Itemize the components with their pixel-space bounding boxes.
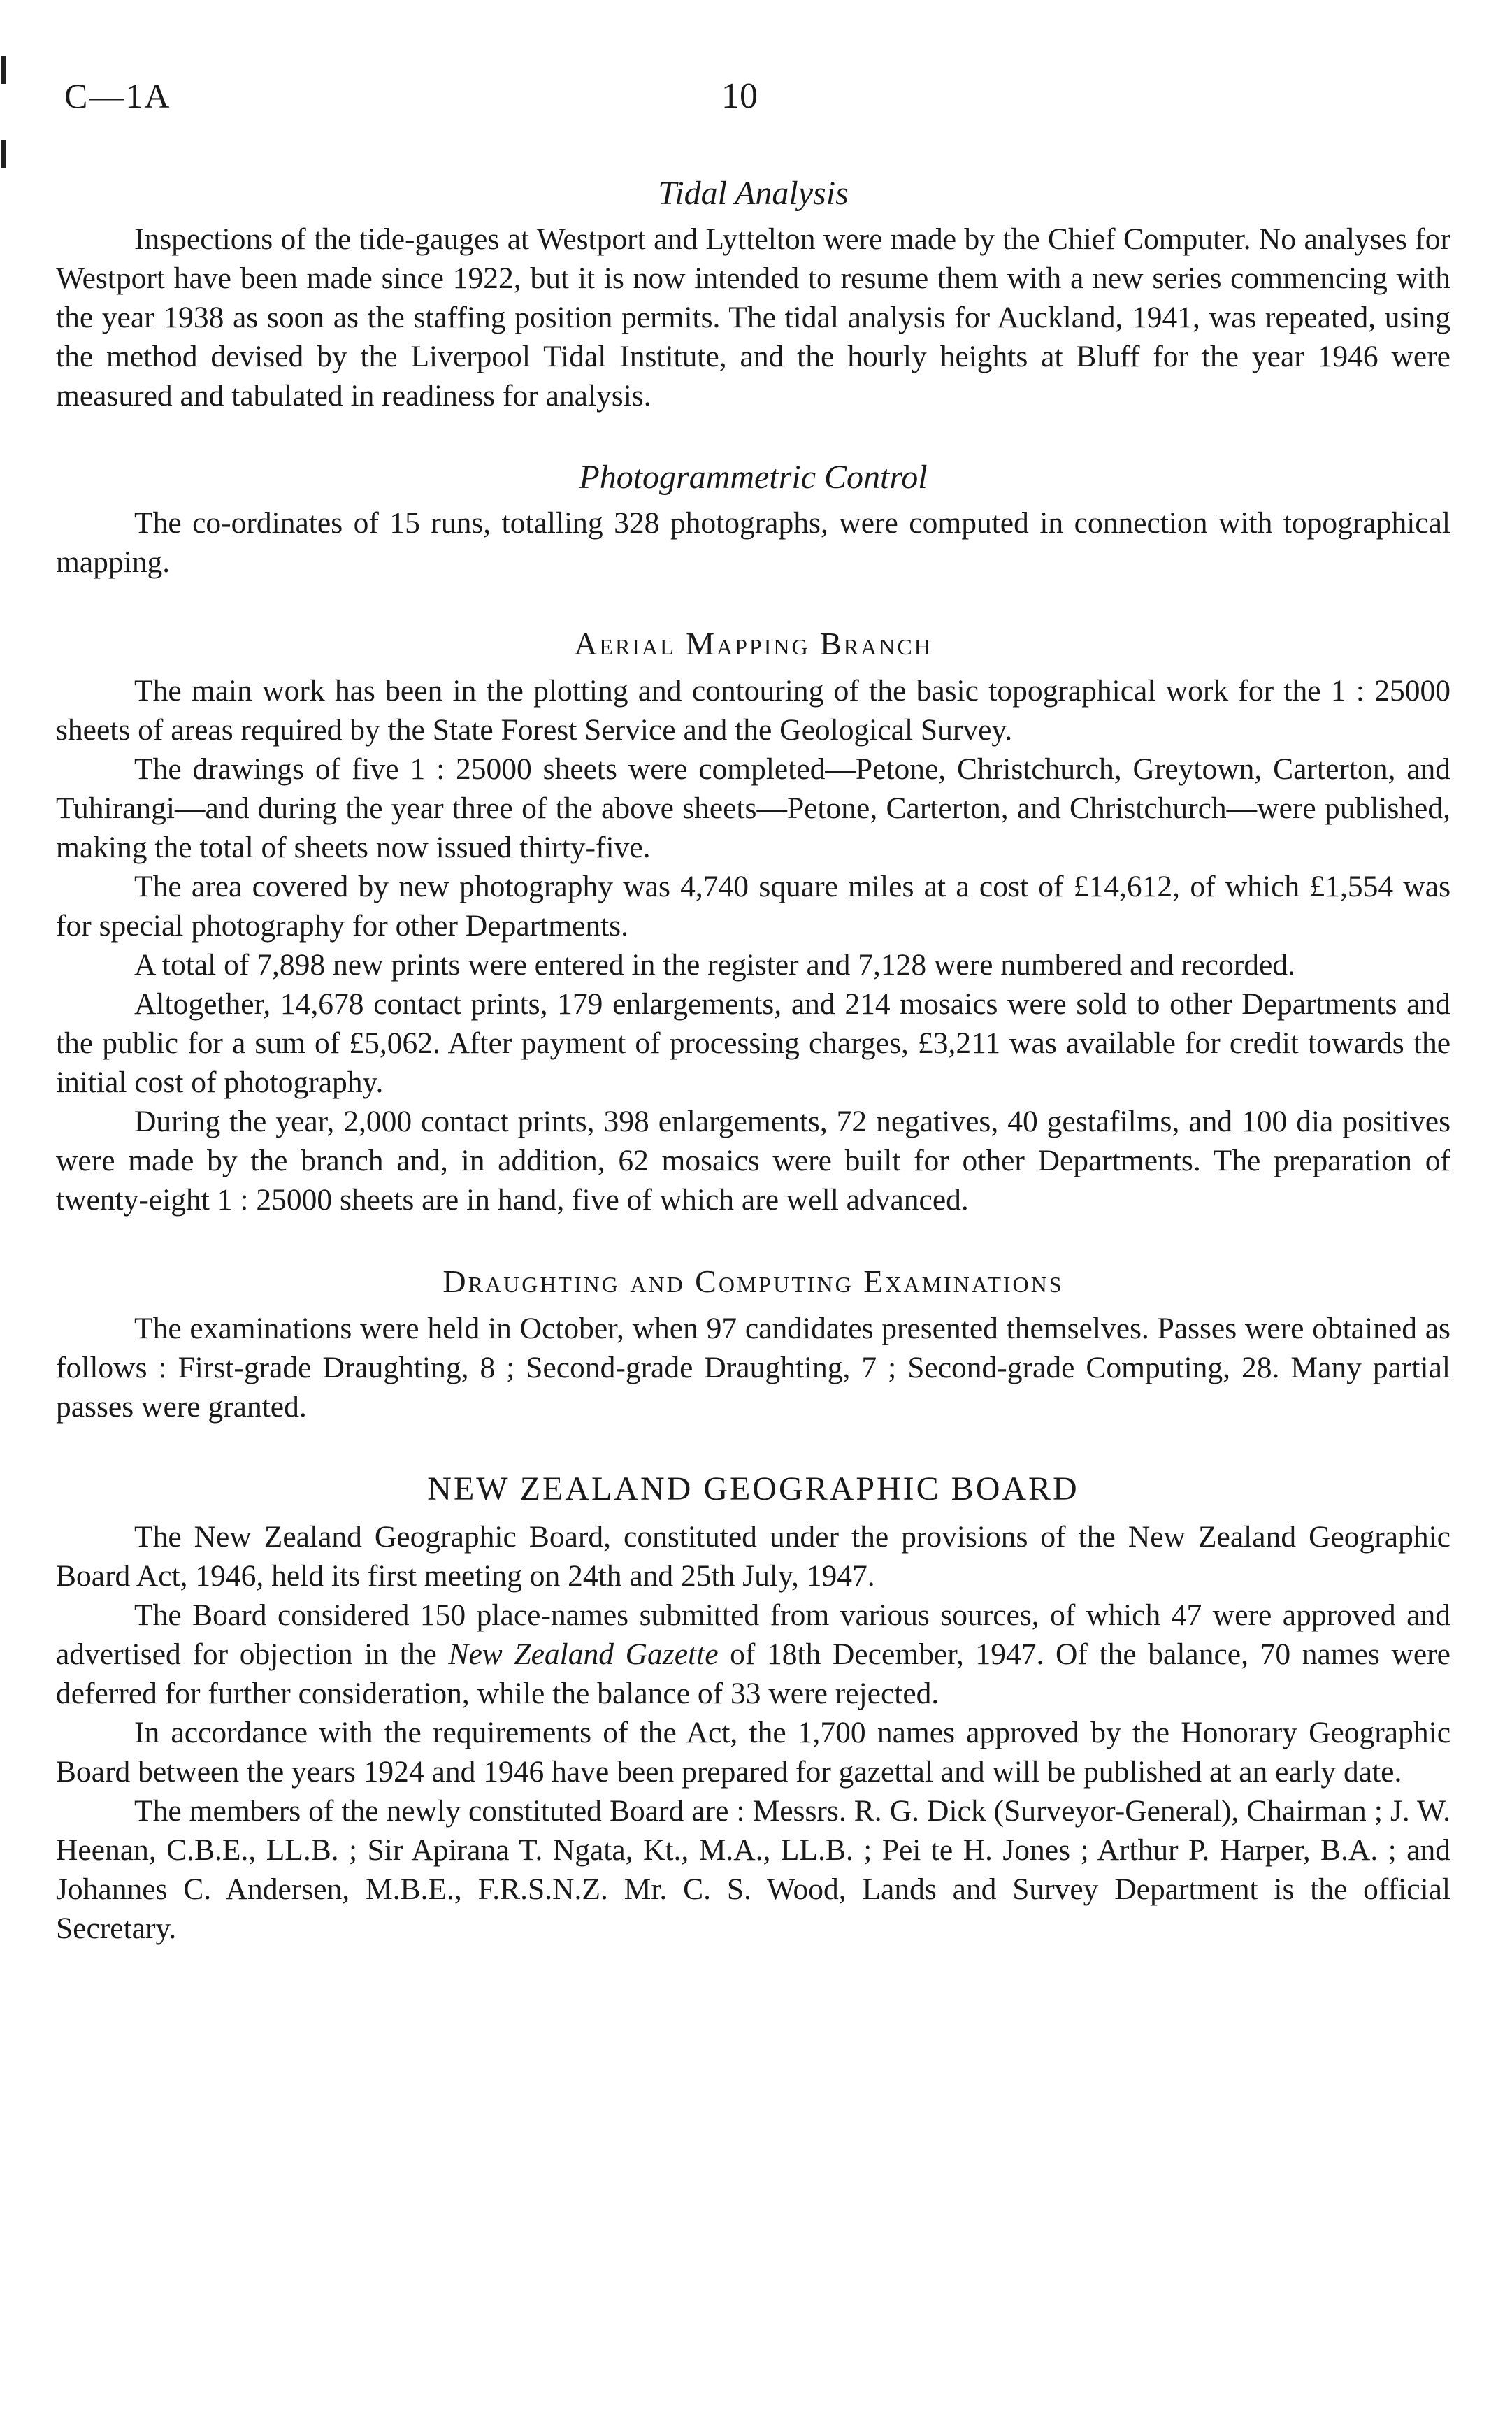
paragraph: The examinations were held in October, when 97 candidates presented themselves. Passes were obtained as follows : First-grade Draughting, 8 ; Second-grade Draughting, 7 ; Second-grade Computing, 28. Many partial passes were granted. xyxy=(56,1312,1450,1424)
section-tidal-analysis xyxy=(56,173,1450,415)
section-aerial-mapping-branch xyxy=(56,624,1450,1219)
document-code xyxy=(64,76,171,116)
gazette-title: New Zealand Gazette xyxy=(448,1638,719,1671)
paragraph: Inspections of the tide-gauges at Westport and Lyttelton were made by the Chief Computer. No analyses for Westport have been made since 1922, but it is now intended to resume them with a new series commencing with the year 1938 as soon as the staffing position permits. The tidal analysis for Auckland, 1941, was repeated, using the method devised by the Liverpool Tidal Institute, and the hourly heights at Bluff for the year 1946 were measured and tabulated in readiness for analysis. xyxy=(56,222,1450,413)
section-heading: Photogrammetric Control xyxy=(579,459,928,496)
document-code-prefix: C—1 xyxy=(64,76,145,115)
paragraph: The area covered by new photography was 4,740 square miles at a cost of £14,612, of which £1,554 was for special photography for other Departments. xyxy=(56,870,1450,943)
document-code-suffix: A xyxy=(144,76,171,115)
paragraph: A total of 7,898 new prints were entered in the register and 7,128 were numbered and recorded. xyxy=(134,948,1295,982)
paragraph-text: The Board considered 150 place-names submitted from various sources, of which 47 were approved and advertised for objection in the xyxy=(56,1598,1450,1671)
paragraph: Altogether, 14,678 contact prints, 179 enlargements, and 214 mosaics were sold to other Departments and the public for a sum of £5,062. After payment of processing charges, £3,211 was available for credit towards the initial cost of photography. xyxy=(56,987,1450,1099)
paragraph: The New Zealand Geographic Board, constituted under the provisions of the New Zealand Geographic Board Act, 1946, held its first meeting on 24th and 25th July, 1947. xyxy=(56,1520,1450,1593)
section-heading: Aerial Mapping Branch xyxy=(574,626,933,661)
paragraph: In accordance with the requirements of the Act, the 1,700 names approved by the Honorary Geographic Board between the years 1924 and 1946 have been prepared for gazettal and will be published at an early date. xyxy=(56,1716,1450,1789)
section-geographic-board xyxy=(56,1468,1450,1948)
page-number: 10 xyxy=(721,76,758,116)
paragraph: The drawings of five 1 : 25000 sheets were completed—Petone, Christchurch, Greytown, Carterton, and Tuhirangi—and during the year three of the above sheets—Petone, Carterton, and Christchurch—were published, making the total of sheets now issued thirty-five. xyxy=(56,752,1450,864)
section-heading: NEW ZEALAND GEOGRAPHIC BOARD xyxy=(427,1470,1079,1507)
text-column xyxy=(56,173,1450,1948)
section-examinations xyxy=(56,1261,1450,1426)
paragraph: The members of the newly constituted Board are : Messrs. R. G. Dick (Surveyor-General), Chairman ; J. W. Heenan, C.B.E., LL.B. ; Sir Apirana T. Ngata, Kt., M.A., LL.B. ; Pei te H. Jones ; Arthur P. Harper, B.A. ; and Johannes C. Andersen, M.B.E., F.R.S.N.Z. Mr. C. S. Wood, Lands and Survey Department is the official Secretary. xyxy=(56,1794,1450,1945)
page-header xyxy=(0,76,1512,131)
paragraph: The co-ordinates of 15 runs, totalling 328 photographs, were computed in connection with topographical mapping. xyxy=(56,506,1450,579)
section-heading: Draughting and Computing Examinations xyxy=(442,1263,1064,1299)
paragraph: During the year, 2,000 contact prints, 398 enlargements, 72 negatives, 40 gestafilms, and 100 dia positives were made by the branch and, in addition, 62 mosaics were built for other Departments. The preparation of twenty-eight 1 : 25000 sheets are in hand, five of which are well advanced. xyxy=(56,1105,1450,1217)
section-heading: Tidal Analysis xyxy=(658,175,849,212)
left-edge-mark-bottom xyxy=(1,140,6,168)
paragraph xyxy=(56,1596,1450,1713)
section-photogrammetric-control xyxy=(56,457,1450,582)
paragraph: The main work has been in the plotting and contouring of the basic topographical work for the 1 : 25000 sheets of areas required by the State Forest Service and the Geological Survey. xyxy=(56,674,1450,747)
paragraph-text: of 18th December, 1947. Of the balance, 70 names were deferred for further consideration, while the balance of 33 were rejected. xyxy=(56,1638,1450,1710)
